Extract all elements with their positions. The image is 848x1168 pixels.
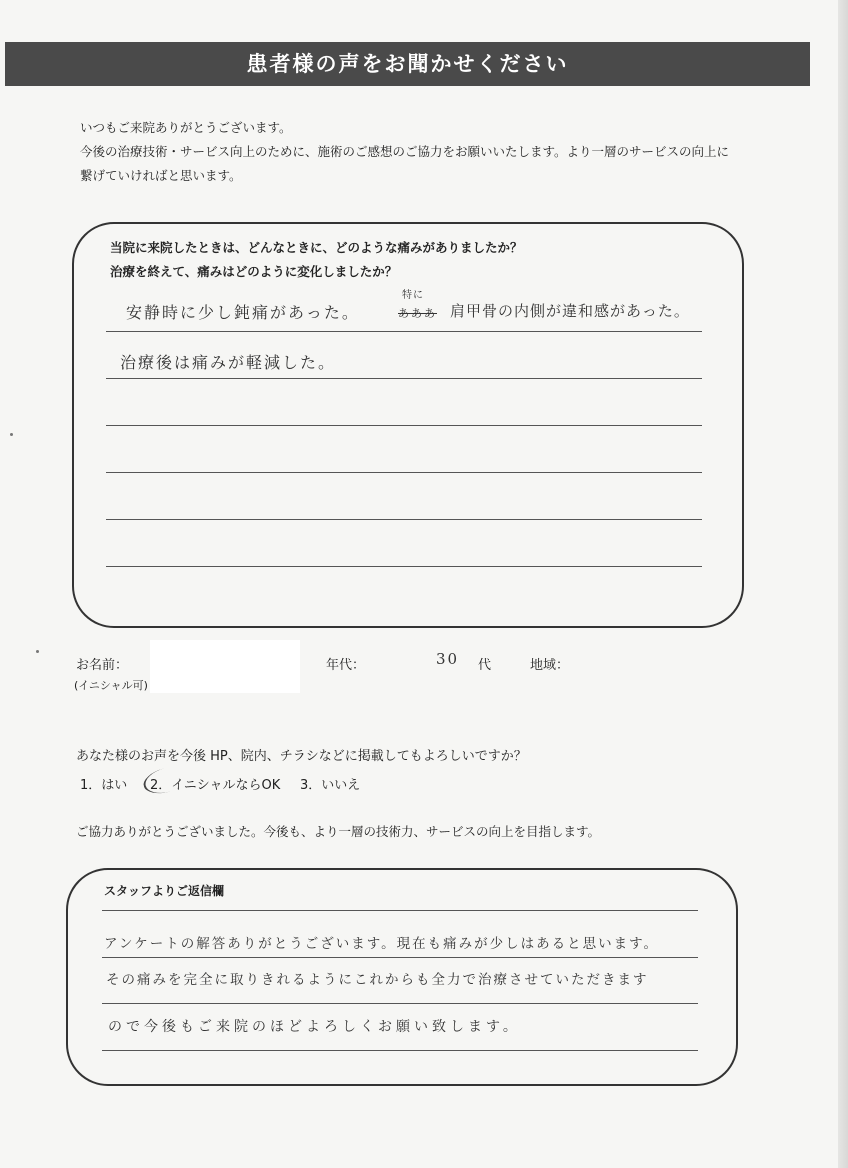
answer-struck-text: あああ: [398, 307, 437, 320]
region-label: 地域：: [530, 658, 570, 673]
scan-speck: [36, 650, 39, 653]
answer-line: [106, 331, 702, 332]
intro-line: いつもご来院ありがとうございます。: [80, 120, 292, 135]
staff-reply-title: スタッフよりご返信欄: [104, 884, 225, 898]
answer-line: [106, 472, 702, 473]
consent-option-initial: 2．イニシャルならOK: [150, 778, 281, 793]
reply-text-2: その痛みを完全に取りきれるようにこれからも全力で治療させていただきます: [106, 972, 649, 988]
intro-line: 繋げていければと思います。: [80, 168, 242, 183]
reply-line: [102, 1050, 698, 1051]
consent-option-yes: 1．はい: [80, 778, 128, 793]
intro-line: 今後の治療技術・サービス向上のために、施術のご感想のご協力をお願いいたします。より一層のサービスの向上に: [80, 144, 730, 159]
age-label: 年代：: [326, 658, 366, 673]
page-title: 患者様の声をお聞かせください: [5, 42, 810, 86]
answer-insert-text: 特に: [402, 290, 424, 301]
answer-line: [106, 519, 702, 520]
reply-text-1: アンケートの解答ありがとうございます。現在も痛みが少しはあると思います。: [104, 936, 660, 952]
paper-edge: [838, 0, 848, 1168]
age-value: 30: [436, 650, 460, 668]
consent-question: あなた様のお声を今後 HP、院内、チラシなどに掲載してもよろしいですか？: [76, 749, 527, 764]
thanks-text: ご協力ありがとうございました。今後も、より一層の技術力、サービスの向上を目指します。: [76, 824, 601, 839]
reply-line: [102, 910, 698, 911]
question-1: 当院に来院したときは、どんなときに、どのような痛みがありましたか？: [110, 240, 523, 255]
intro-text: [80, 116, 729, 188]
answer-line: [106, 566, 702, 567]
answer-text-1a: 安静時に少し鈍痛があった。: [126, 303, 360, 322]
name-redaction: [150, 640, 300, 693]
answer-text-1b: 肩甲骨の内側が違和感があった。: [450, 302, 690, 320]
reply-text-3: ので今後もご来院のほどよろしくお願い致します。: [108, 1019, 521, 1035]
scan-speck: [10, 433, 13, 436]
reply-line: [102, 957, 698, 958]
name-label: お名前：: [76, 658, 129, 673]
consent-option-no: 3．いいえ: [300, 778, 361, 793]
answer-line: [106, 378, 702, 379]
name-sub-label: (イニシャル可): [74, 679, 148, 692]
answer-line: [106, 425, 702, 426]
question-2: 治療を終えて、痛みはどのように変化しましたか？: [110, 264, 398, 279]
answer-text-2: 治療後は痛みが軽減した。: [120, 353, 337, 372]
age-unit: 代: [478, 658, 492, 673]
reply-line: [102, 1003, 698, 1004]
